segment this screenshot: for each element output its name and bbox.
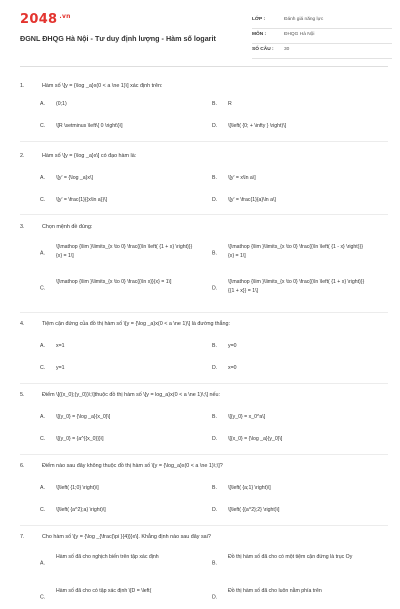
option-label: B. — [212, 343, 217, 349]
option-label: C. — [40, 123, 46, 129]
option-text: \[\left( {{a^2};2} \right)\] — [228, 507, 280, 513]
option-label: C. — [40, 285, 46, 292]
option-text: \[\mathop {\lim }\limits_{x \to 0} \frac{{\ln \left( {1 + x} \right)}}{x} = 1\] — [56, 244, 193, 259]
question-4 — [20, 320, 392, 372]
question-text: Điểm \[({x_0};{y_0})\;\]thuộc đồ thị hàm số \[y = log_a}x(0 < a \ne 1)\;\] nếu: — [42, 392, 220, 398]
option-text: (0;1) — [56, 101, 67, 107]
option-label: A. — [40, 414, 45, 420]
header-divider — [20, 66, 388, 67]
question-7 — [20, 533, 392, 600]
option-text: y=1 — [56, 365, 65, 371]
option-text: \[\mathop {\lim }\limits_{x \to 0} \frac{{\ln x}}{x} = 1\] — [56, 279, 172, 285]
option-label: A. — [40, 250, 45, 257]
option-label: B. — [212, 175, 217, 181]
option-label: D. — [212, 507, 218, 513]
question-number: 5. — [20, 392, 25, 398]
meta-row-subject — [252, 29, 392, 44]
meta-table — [252, 14, 392, 59]
option-text: \[y' = x\ln a\] — [228, 175, 256, 181]
meta-row-count — [252, 44, 392, 59]
option-label: C. — [40, 594, 46, 601]
option-label: A. — [40, 101, 45, 107]
question-separator — [20, 454, 388, 455]
option-label: D. — [212, 123, 218, 129]
option-label: A. — [40, 343, 45, 349]
meta-value: ĐHQG Hà Nội — [284, 32, 315, 37]
option-text: \[y' = \frac{1}{a}\ln a\] — [228, 197, 276, 203]
option-text: \[y' = {\log _a}x\] — [56, 175, 93, 181]
document-title: ĐGNL ĐHQG Hà Nội - Tư duy định lượng - Hàm số logarit — [20, 34, 216, 43]
meta-row-class — [252, 14, 392, 29]
option-text: \[\mathop {\lim }\limits_{x \to 0} \frac{{\ln \left( {1 + x} \right)}}{{1 + x}} = 1\] — [228, 279, 365, 294]
question-text: Cho hàm số \[y = {\log _{\frac{\pi }{4}}}x\]. Khẳng định nào sau đây sai? — [42, 534, 211, 540]
question-separator — [20, 525, 388, 526]
meta-key: SỐ CÂU : — [252, 47, 274, 52]
question-number: 3. — [20, 224, 25, 230]
option-text: \[\left( {1;0} \right)\] — [56, 485, 99, 491]
option-text: \[\left( {0; + \infty } \right)\] — [228, 123, 287, 129]
question-number: 7. — [20, 534, 25, 540]
option-label: C. — [40, 507, 46, 513]
option-text: Hàm số đã cho nghịch biến trên tập xác định — [56, 554, 159, 560]
option-label: A. — [40, 485, 45, 491]
option-text: \[{y_0} = {\log _a}{x_0}\] — [56, 414, 111, 420]
option-label: B. — [212, 101, 217, 107]
logo-suffix: .vn — [59, 12, 71, 20]
option-text: x=0 — [228, 365, 237, 371]
meta-value: 30 — [284, 47, 290, 52]
page-header — [0, 0, 400, 66]
site-logo[interactable] — [20, 12, 71, 27]
option-text: x=1 — [56, 343, 65, 349]
question-text: Tiệm cận đứng của đồ thị hàm số \[y = {\log _a}x(0 < a \ne 1)\] là đường thẳng: — [42, 321, 230, 327]
question-3 — [20, 223, 392, 303]
question-separator — [20, 383, 388, 384]
option-text: \[y' = \frac{1}{{x\ln a}}\] — [56, 197, 108, 203]
option-label: D. — [212, 285, 218, 292]
option-label: D. — [212, 197, 218, 203]
question-separator — [20, 141, 388, 142]
question-text: Hàm số \[y = {\log _a}x\] có đạo hàm là: — [42, 153, 137, 159]
option-text: \[{y_0} = {a^{{x_0}}}\] — [56, 436, 104, 442]
question-2 — [20, 152, 392, 202]
option-label: D. — [212, 594, 218, 601]
option-text: Đồ thị hàm số đã cho có một tiệm cận đứng là trục Oy — [228, 554, 353, 560]
option-text: \[\left( {a;1} \right)\] — [228, 485, 271, 491]
option-text: Hàm số đã cho có tập xác định \[D = \left( — [56, 588, 152, 594]
option-text: \[\mathop {\lim }\limits_{x \to 0} \frac{{\ln \left( {1 - x} \right)}}{x} = 1\] — [228, 244, 363, 259]
meta-value: Đánh giá năng lực — [284, 17, 324, 22]
option-label: C. — [40, 197, 46, 203]
meta-key: LỚP : — [252, 17, 266, 22]
question-separator — [20, 214, 388, 215]
option-text: \[{x_0} = {\log _a}{y_0}\] — [228, 436, 283, 442]
question-6 — [20, 462, 392, 514]
meta-key: MÔN : — [252, 32, 267, 37]
option-label: D. — [212, 436, 218, 442]
option-label: D. — [212, 365, 218, 371]
option-label: A. — [40, 175, 45, 181]
option-text: Đồ thị hàm số đã cho luôn nằm phía trên — [228, 588, 322, 594]
question-number: 1. — [20, 83, 25, 89]
option-text: \[\left( {a^2};a} \right)\] — [56, 507, 106, 513]
question-number: 6. — [20, 463, 25, 469]
option-label: B. — [212, 250, 217, 257]
option-label: C. — [40, 365, 46, 371]
option-text: \[{y_0} = x_0^a\] — [228, 414, 266, 420]
question-text: Điểm nào sau đây không thuộc đồ thị hàm số \[y = {\log_a}x(0 < a \ne 1)\;\]? — [42, 463, 223, 469]
option-label: B. — [212, 414, 217, 420]
question-1 — [20, 82, 392, 132]
option-text: R — [228, 101, 232, 107]
option-label: B. — [212, 560, 217, 567]
question-number: 2. — [20, 153, 25, 159]
question-text: Chọn mệnh đề đúng: — [42, 224, 93, 230]
question-text: Hàm số \[y = {\log _a}x(0 < a \ne 1)\] xác định trên: — [42, 83, 163, 89]
option-text: y=0 — [228, 343, 237, 349]
option-label: A. — [40, 560, 45, 567]
question-number: 4. — [20, 321, 25, 327]
option-label: C. — [40, 436, 46, 442]
logo-text: 2048 — [20, 12, 58, 27]
question-separator — [20, 312, 388, 313]
option-text: \[R \setminus \left\{ 0 \right\}\] — [56, 123, 123, 129]
option-label: B. — [212, 485, 217, 491]
question-5 — [20, 391, 392, 443]
